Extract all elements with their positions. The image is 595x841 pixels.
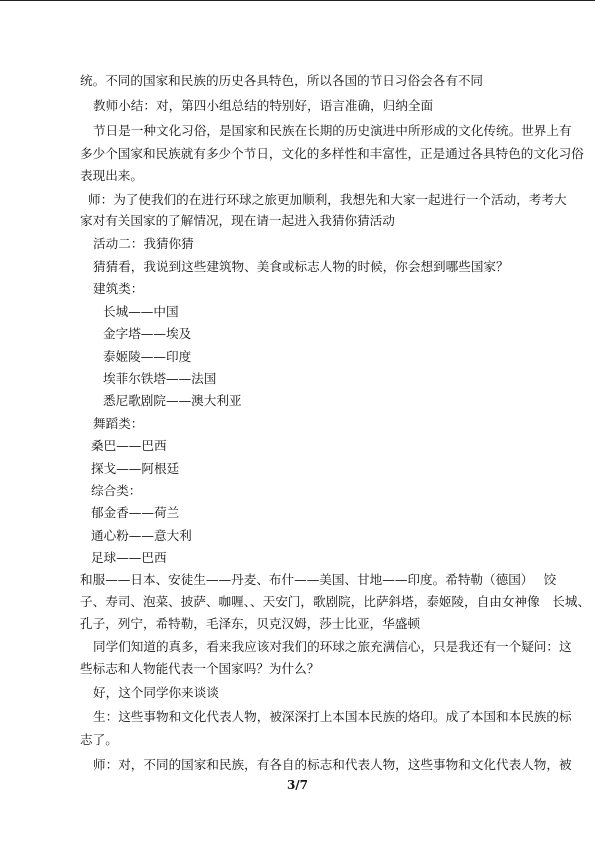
paragraph-line: 志了。 bbox=[80, 732, 118, 747]
paragraph-line: 子、寿司、泡菜、披萨、咖喱、、天安门，歌剧院，比萨斜塔，泰姬陵，自由女神像 长城、 bbox=[80, 594, 591, 609]
category-heading: 综合类： bbox=[91, 483, 142, 498]
paragraph-line: 生：这些事物和文化代表人物，被深深打上本国本民族的烙印。成了本国和本民族的标 bbox=[93, 709, 572, 724]
list-item: 足球——巴西 bbox=[91, 550, 167, 565]
list-item: 悉尼歌剧院——澳大利亚 bbox=[103, 393, 242, 408]
paragraph-line: 猜猜看，我说到这些建筑物、美食或标志人物的时候，你会想到哪些国家？ bbox=[93, 259, 509, 274]
paragraph-line: 些标志和人物能代表一个国家吗？为什么？ bbox=[80, 661, 320, 676]
paragraph-line: 孔子，列宁，希特勒，毛泽东，贝克汉姆，莎士比亚，华盛顿 bbox=[80, 616, 421, 631]
category-heading: 建筑类： bbox=[93, 281, 144, 296]
page-number: 3/7 bbox=[286, 778, 309, 792]
paragraph-line: 节日是一种文化习俗，是国家和民族在长期的历史演进中所形成的文化传统。世界上有 bbox=[93, 123, 572, 138]
paragraph-line: 师：对，不同的国家和民族，有各自的标志和代表人物，这些事物和文化代表人物，被 bbox=[93, 757, 572, 772]
paragraph-line: 多少个国家和民族就有多少个节日，文化的多样性和丰富性，正是通过各具特色的文化习俗 bbox=[80, 146, 584, 161]
paragraph-line: 好，这个同学你来谈谈 bbox=[93, 685, 219, 700]
list-item: 泰姬陵——印度 bbox=[103, 349, 192, 364]
paragraph-line: 表现出来。 bbox=[80, 168, 143, 183]
paragraph-line: 师：为了使我们的在进行环球之旅更加顺利，我想先和大家一起进行一个活动，考考大 bbox=[88, 192, 567, 207]
list-item: 长城——中国 bbox=[103, 304, 179, 319]
list-item: 金字塔——埃及 bbox=[103, 326, 192, 341]
list-item: 埃菲尔铁塔——法国 bbox=[103, 371, 217, 386]
list-item: 桑巴——巴西 bbox=[91, 438, 167, 453]
paragraph-line: 教师小结：对，第四小组总结的特别好，语言准确，归纳全面 bbox=[93, 98, 434, 113]
list-item: 探戈——阿根廷 bbox=[91, 461, 180, 476]
paragraph-line: 家对有关国家的了解情况，现在请一起进入我猜你猜活动 bbox=[80, 213, 395, 228]
paragraph-line: 同学们知道的真多，看来我应该对我们的环球之旅充满信心，只是我还有一个疑问：这 bbox=[93, 639, 572, 654]
paragraph-line: 统。不同的国家和民族的历史各具特色，所以各国的节日习俗会各有不同 bbox=[80, 73, 483, 88]
list-item: 通心粉——意大利 bbox=[91, 528, 192, 543]
section-heading: 活动二：我猜你猜 bbox=[93, 236, 194, 251]
list-item: 郁金香——荷兰 bbox=[91, 505, 180, 520]
category-heading: 舞蹈类： bbox=[93, 416, 144, 431]
paragraph-line: 和服——日本、安徒生——丹麦、布什——美国、甘地——印度。希特勒（德国） 饺 bbox=[80, 572, 557, 587]
